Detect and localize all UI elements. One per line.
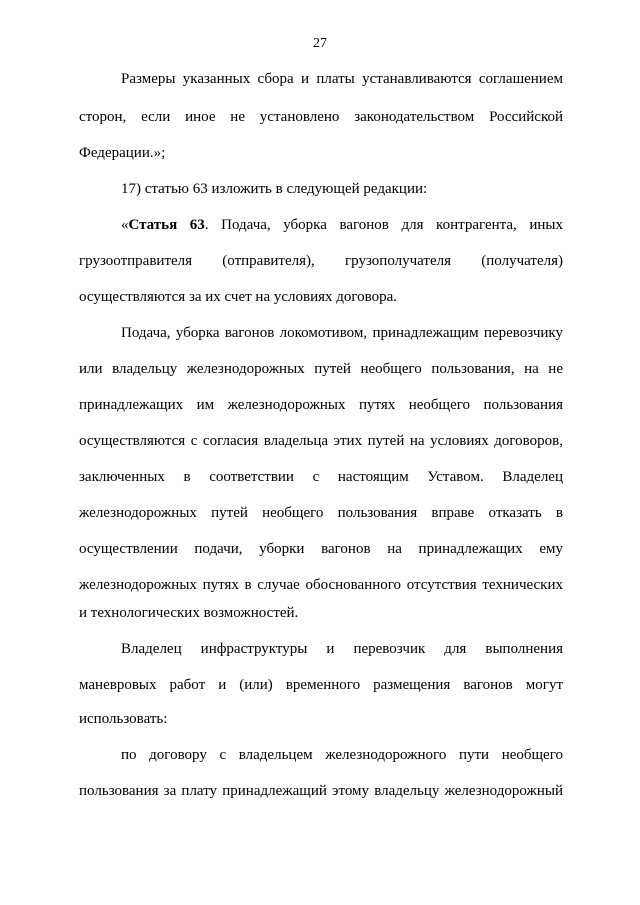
body-line: использовать: <box>79 711 168 727</box>
body-line: Подача, уборка вагонов локомотивом, принадлежащим перевозчику <box>121 325 563 341</box>
body-line: осуществляются за их счет на условиях договора. <box>79 289 398 305</box>
article-title: Статья 63 <box>128 217 205 233</box>
quote-mark: « <box>121 217 129 233</box>
article-heading-text: . Подача, уборка вагонов для контрагента, иных <box>204 217 563 233</box>
body-line: заключенных в соответствии с настоящим Уставом. Владелец <box>79 469 563 485</box>
body-line: осуществлении подачи, уборки вагонов на принадлежащих ему <box>79 541 563 557</box>
body-line: сторон, если иное не установлено законодательством Российской <box>79 109 563 125</box>
body-line: принадлежащих им железнодорожных путях необщего пользования <box>79 397 563 413</box>
body-line: или владельцу железнодорожных путей необщего пользования, на не <box>79 361 563 377</box>
body-line: 17) статью 63 изложить в следующей редакции: <box>121 181 428 197</box>
body-line: осуществляются с согласия владельца этих путей на условиях договоров, <box>79 433 563 449</box>
body-line: грузоотправителя (отправителя), грузополучателя (получателя) <box>79 253 563 269</box>
body-line: Федерации.»; <box>79 145 166 161</box>
body-line: и технологических возможностей. <box>79 605 299 621</box>
body-line: по договору с владельцем железнодорожного пути необщего <box>121 747 563 763</box>
body-line: Размеры указанных сбора и платы устанавливаются соглашением <box>121 71 563 87</box>
article-heading-line <box>121 218 563 232</box>
body-line: железнодорожных путях в случае обоснованного отсутствия технических <box>79 577 563 593</box>
body-line: пользования за плату принадлежащий этому владельцу железнодорожный <box>79 783 563 799</box>
body-line: Владелец инфраструктуры и перевозчик для выполнения <box>121 641 563 657</box>
body-line: маневровых работ и (или) временного размещения вагонов могут <box>79 677 563 693</box>
page-number: 27 <box>313 36 327 51</box>
body-line: железнодорожных путей необщего пользования вправе отказать в <box>79 505 563 521</box>
